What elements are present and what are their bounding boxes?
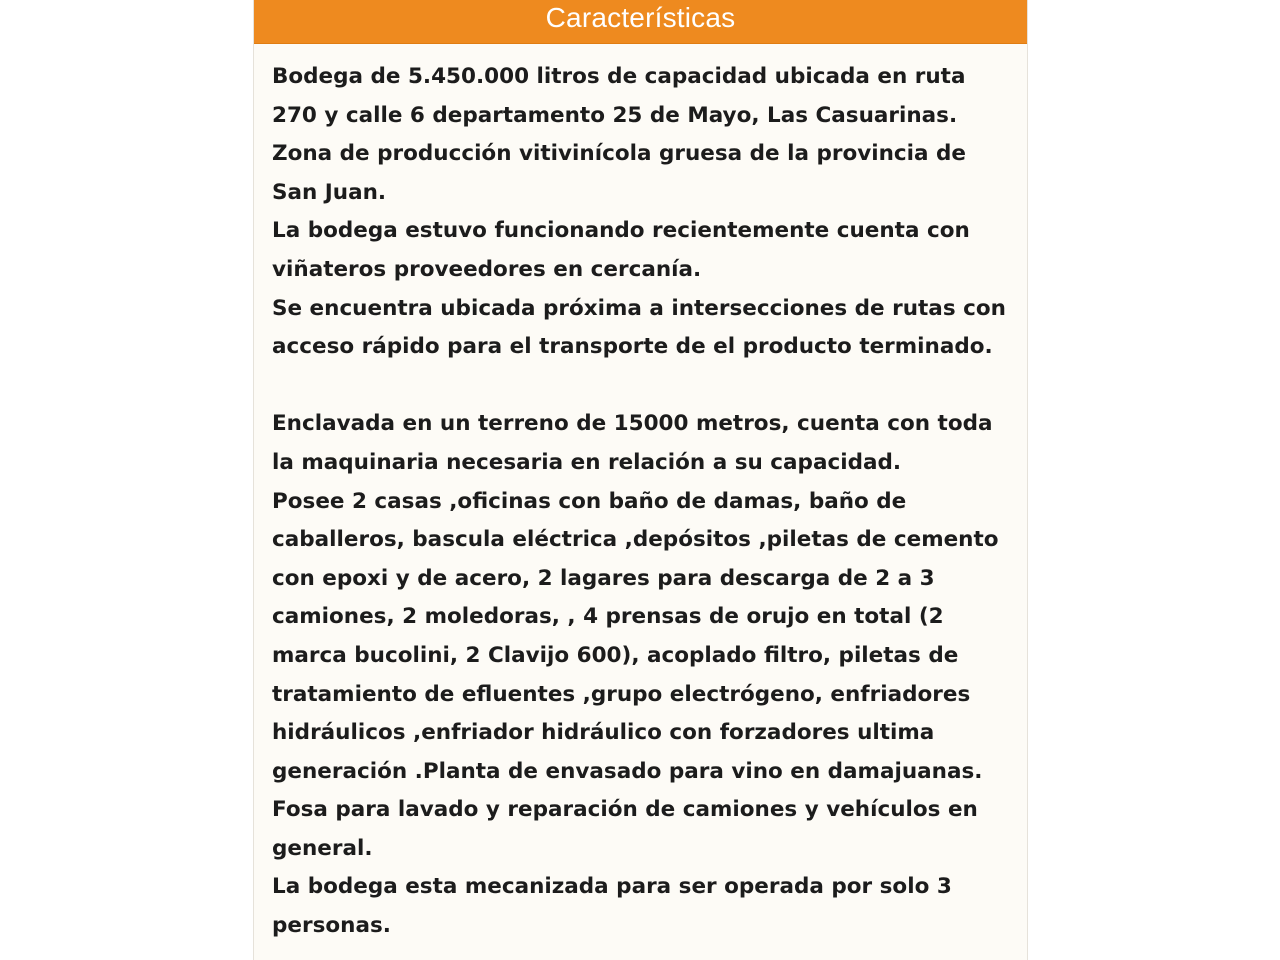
description-body [254,44,1027,946]
section-title: Características [254,0,1027,44]
paragraph-staff: La bodega esta mecanizada para ser operada por solo 3 personas. [272,874,952,939]
characteristics-panel [253,0,1028,960]
paragraph-location: Se encuentra ubicada próxima a intersecciones de rutas con acceso rápido para el transporte de el producto terminado. [272,295,1006,360]
paragraph-capacity: Bodega de 5.450.000 litros de capacidad ubicada en ruta 270 y calle 6 departamento 25 de Mayo, Las Casuarinas. [272,64,966,128]
paragraph-pit: Fosa para lavado y reparación de camiones y vehículos en general. [272,797,978,861]
paragraph-equipment: Posee 2 casas ,oficinas con baño de damas, baño de caballeros, bascula eléctrica ,depósitos ,piletas de cemento con epoxi y de acero, 2 lagares para descarga de 2 a 3 camiones, 2 moledoras, , 4 prensas de orujo en total (2 marca bucolini, 2 Clavijo 600), acoplado filtro, piletas de tratamiento de efluentes ,grupo electrógeno, enfriadores hidráulicos ,enfriador hidráulico con forzadores ultima generación .Planta de envasado para vino en damajuanas. [272,488,999,784]
paragraph-spacer [272,367,1011,406]
paragraph-operation: La bodega estuvo funcionando recientemente cuenta con viñateros proveedores en cercanía. [272,218,970,282]
paragraph-land: Enclavada en un terreno de 15000 metros, cuenta con toda la maquinaria necesaria en relación a su capacidad. [272,411,993,475]
paragraph-zone: Zona de producción vitivinícola gruesa de la provincia de San Juan. [272,141,966,205]
